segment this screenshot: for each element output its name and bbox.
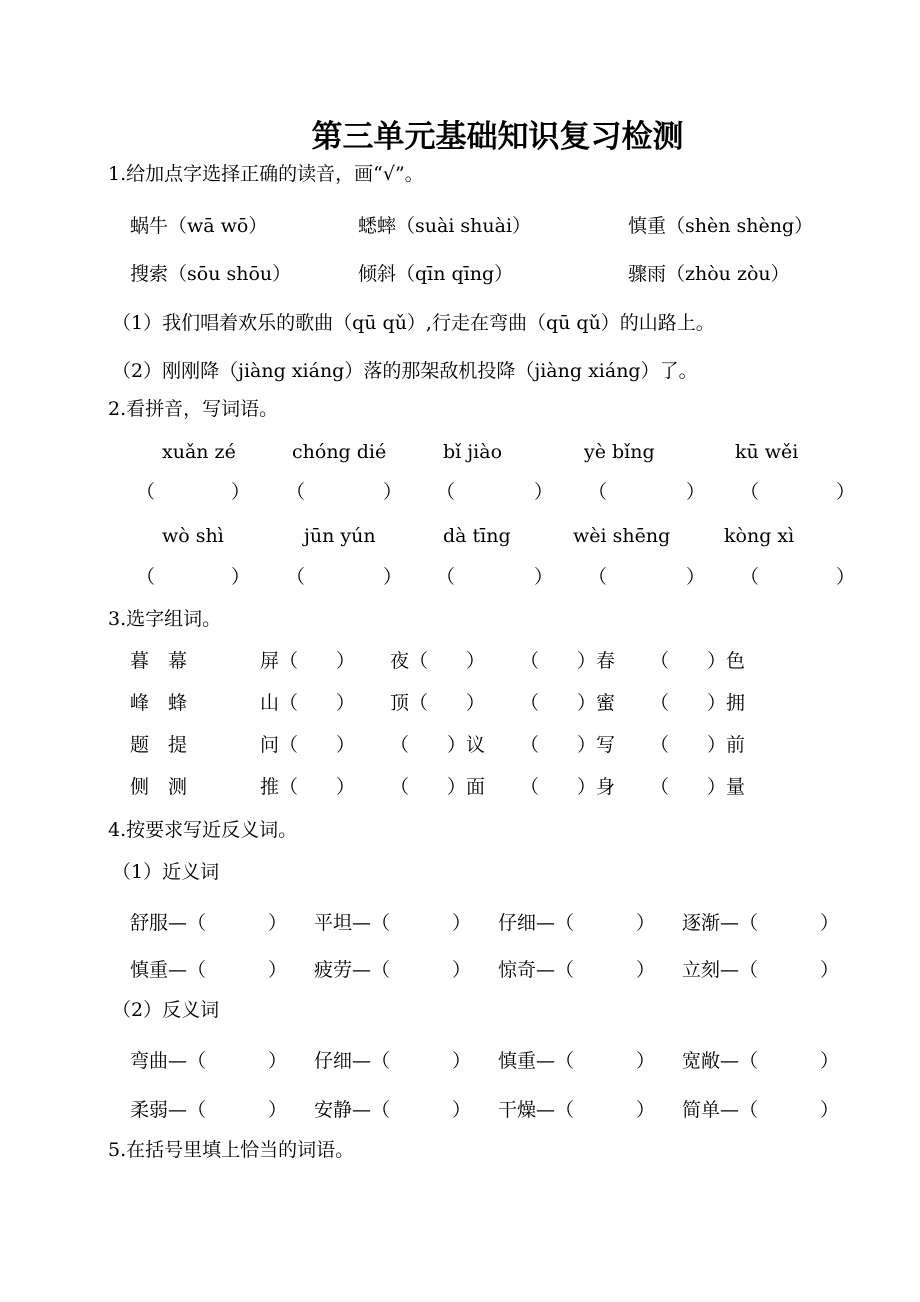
- blank-close[interactable]: ）: [231, 566, 251, 588]
- blank-close[interactable]: ）: [452, 912, 472, 934]
- q1-option[interactable]: 倾斜（qīn qīng）: [358, 263, 514, 285]
- q3-row: [0, 691, 920, 715]
- char-pair: 峰 蜂: [130, 692, 188, 714]
- q4-synonym-subheading: （1）近义词: [112, 861, 220, 883]
- word-blank[interactable]: 夜（ ）: [390, 650, 486, 672]
- blank-close[interactable]: ）: [268, 1050, 288, 1072]
- word-blank[interactable]: 山（ ）: [260, 692, 356, 714]
- pinyin-label: wò shì: [162, 525, 224, 547]
- synonym-prompt[interactable]: 平坦—（: [314, 912, 391, 934]
- q3-heading: 3.选字组词。: [108, 608, 222, 630]
- q2-answer-row: [0, 565, 920, 589]
- page-title: 第三单元基础知识复习检测: [311, 119, 684, 155]
- blank-close[interactable]: ）: [268, 959, 288, 981]
- word-blank[interactable]: （ ）春: [520, 650, 616, 672]
- word-blank[interactable]: （ ）面: [390, 776, 486, 798]
- blank-open[interactable]: （: [740, 566, 760, 588]
- pinyin-label: kòng xì: [724, 525, 795, 547]
- word-blank[interactable]: （ ）写: [520, 734, 616, 756]
- blank-open[interactable]: （: [136, 566, 156, 588]
- blank-open[interactable]: （: [286, 481, 306, 503]
- q2-pinyin-row: [0, 440, 920, 464]
- q3-row: [0, 733, 920, 757]
- blank-close[interactable]: ）: [636, 1050, 656, 1072]
- q1-option[interactable]: 蟋蟀（suài shuài）: [358, 215, 532, 237]
- blank-close[interactable]: ）: [383, 566, 403, 588]
- pinyin-label: jūn yún: [304, 525, 376, 547]
- word-blank[interactable]: （ ）身: [520, 776, 616, 798]
- q2-answer-row: [0, 480, 920, 504]
- blank-close[interactable]: ）: [820, 959, 840, 981]
- pinyin-label: chóng dié: [292, 441, 387, 463]
- blank-open[interactable]: （: [436, 566, 456, 588]
- blank-close[interactable]: ）: [686, 481, 706, 503]
- blank-open[interactable]: （: [286, 566, 306, 588]
- word-blank[interactable]: 问（ ）: [260, 734, 356, 756]
- q5-heading: 5.在括号里填上恰当的词语。: [108, 1139, 355, 1161]
- antonym-prompt[interactable]: 安静—（: [314, 1099, 391, 1121]
- synonym-prompt[interactable]: 仔细—（: [498, 912, 575, 934]
- char-pair: 题 提: [130, 734, 188, 756]
- antonym-prompt[interactable]: 柔弱—（: [130, 1099, 207, 1121]
- word-blank[interactable]: （ ）拥: [650, 692, 746, 714]
- q2-heading: 2.看拼音，写词语。: [108, 398, 279, 420]
- blank-close[interactable]: ）: [820, 912, 840, 934]
- blank-open[interactable]: （: [436, 481, 456, 503]
- pinyin-label: kū wěi: [735, 441, 799, 463]
- blank-close[interactable]: ）: [452, 1050, 472, 1072]
- antonym-prompt[interactable]: 干燥—（: [498, 1099, 575, 1121]
- blank-close[interactable]: ）: [686, 566, 706, 588]
- blank-close[interactable]: ）: [534, 566, 554, 588]
- q1-sentence[interactable]: （1）我们唱着欢乐的歌曲（qū qǔ）,行走在弯曲（qū qǔ）的山路上。: [112, 312, 715, 334]
- q1-sentence[interactable]: （2）刚刚降（jiàng xiáng）落的那架敌机投降（jiàng xiáng）了。: [112, 360, 698, 382]
- pinyin-label: xuǎn zé: [162, 441, 236, 463]
- blank-close[interactable]: ）: [820, 1050, 840, 1072]
- antonym-prompt[interactable]: 弯曲—（: [130, 1050, 207, 1072]
- word-blank[interactable]: 屏（ ）: [260, 650, 356, 672]
- word-blank[interactable]: （ ）量: [650, 776, 746, 798]
- synonym-prompt[interactable]: 逐渐—（: [682, 912, 759, 934]
- blank-close[interactable]: ）: [452, 1099, 472, 1121]
- antonym-row: [0, 1098, 920, 1122]
- blank-close[interactable]: ）: [534, 481, 554, 503]
- blank-open[interactable]: （: [588, 566, 608, 588]
- blank-close[interactable]: ）: [820, 1099, 840, 1121]
- q1-row: [0, 214, 920, 238]
- synonym-prompt[interactable]: 舒服—（: [130, 912, 207, 934]
- word-blank[interactable]: （ ）议: [390, 734, 486, 756]
- word-blank[interactable]: （ ）色: [650, 650, 746, 672]
- q4-heading: 4.按要求写近反义词。: [108, 819, 298, 841]
- blank-close[interactable]: ）: [268, 912, 288, 934]
- q3-row: [0, 649, 920, 673]
- q1-row: [0, 262, 920, 286]
- q1-option[interactable]: 蜗牛（wā wō）: [130, 215, 268, 237]
- pinyin-label: dà tīng: [443, 525, 511, 547]
- blank-open[interactable]: （: [740, 481, 760, 503]
- synonym-prompt[interactable]: 慎重—（: [130, 959, 207, 981]
- synonym-prompt[interactable]: 惊奇—（: [498, 959, 575, 981]
- antonym-prompt[interactable]: 慎重—（: [498, 1050, 575, 1072]
- q1-option[interactable]: 慎重（shèn shèng）: [628, 215, 814, 237]
- antonym-prompt[interactable]: 简单—（: [682, 1099, 759, 1121]
- blank-close[interactable]: ）: [836, 566, 856, 588]
- antonym-row: [0, 1049, 920, 1073]
- q3-row: [0, 775, 920, 799]
- antonym-prompt[interactable]: 宽敞—（: [682, 1050, 759, 1072]
- word-blank[interactable]: 顶（ ）: [390, 692, 486, 714]
- word-blank[interactable]: （ ）蜜: [520, 692, 616, 714]
- q1-option[interactable]: 搜索（sōu shōu）: [130, 263, 292, 285]
- synonym-prompt[interactable]: 立刻—（: [682, 959, 759, 981]
- synonym-row: [0, 911, 920, 935]
- word-blank[interactable]: （ ）前: [650, 734, 746, 756]
- blank-close[interactable]: ）: [636, 1099, 656, 1121]
- blank-close[interactable]: ）: [836, 481, 856, 503]
- synonym-row: [0, 958, 920, 982]
- blank-close[interactable]: ）: [452, 959, 472, 981]
- q4-antonym-subheading: （2）反义词: [112, 999, 220, 1021]
- blank-close[interactable]: ）: [636, 959, 656, 981]
- char-pair: 侧 测: [130, 776, 188, 798]
- q1-heading: 1.给加点字选择正确的读音，画“√”。: [108, 163, 424, 185]
- word-blank[interactable]: 推（ ）: [260, 776, 356, 798]
- blank-close[interactable]: ）: [231, 481, 251, 503]
- antonym-prompt[interactable]: 仔细—（: [314, 1050, 391, 1072]
- blank-close[interactable]: ）: [383, 481, 403, 503]
- blank-close[interactable]: ）: [636, 912, 656, 934]
- q2-pinyin-row: [0, 524, 920, 548]
- blank-open[interactable]: （: [588, 481, 608, 503]
- pinyin-label: bǐ jiào: [443, 441, 503, 463]
- pinyin-label: wèi shēng: [573, 525, 671, 547]
- blank-open[interactable]: （: [136, 481, 156, 503]
- blank-close[interactable]: ）: [268, 1099, 288, 1121]
- pinyin-label: yè bǐng: [584, 441, 655, 463]
- synonym-prompt[interactable]: 疲劳—（: [314, 959, 391, 981]
- char-pair: 暮 幕: [130, 650, 188, 672]
- q1-option[interactable]: 骤雨（zhòu zòu）: [628, 263, 790, 285]
